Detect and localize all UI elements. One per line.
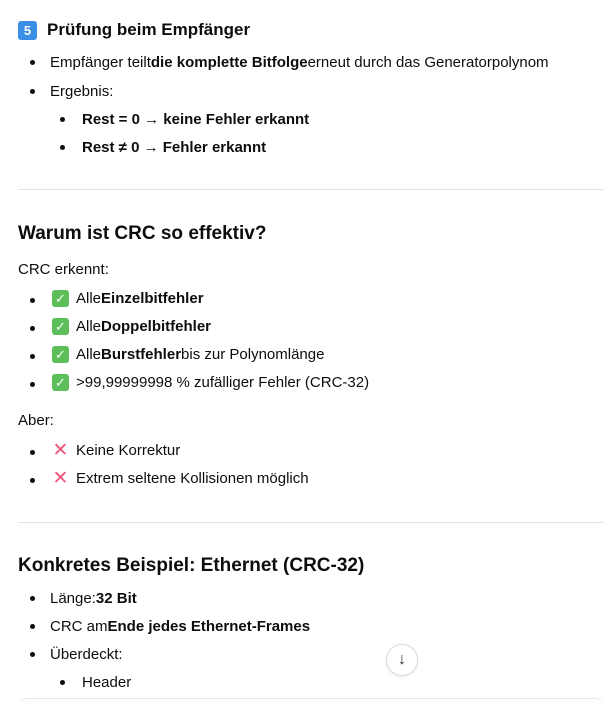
- bullet-dot: [30, 382, 35, 387]
- composer-edge: [18, 698, 604, 703]
- section-heading-why: Warum ist CRC so effektiv?: [18, 223, 267, 244]
- check-mark-icon: ✓: [52, 318, 69, 335]
- list-item: ✓ Alle Burstfehler bis zur Polynomlänge: [52, 346, 324, 363]
- list-item: Länge: 32 Bit: [50, 590, 137, 607]
- list-item: ✓ Alle Doppelbitfehler: [52, 318, 211, 335]
- list-item: ✓ Alle Einzelbitfehler: [52, 290, 204, 307]
- check-mark-icon: ✓: [52, 374, 69, 391]
- bullet-dot: [30, 326, 35, 331]
- sub-bullet-dot: [60, 680, 65, 685]
- why-but: Aber:: [18, 412, 54, 429]
- list-item: ✕ Extrem seltene Kollisionen möglich: [52, 468, 309, 489]
- bullet-dot: [30, 624, 35, 629]
- arrow-down-icon: ↓: [398, 651, 406, 668]
- list-item: CRC am Ende jedes Ethernet-Frames: [50, 618, 311, 635]
- list-item: Ergebnis:: [50, 83, 114, 100]
- bullet-dot: [30, 60, 35, 65]
- list-item: Rest ≠ 0 → Fehler erkannt: [82, 139, 267, 156]
- list-item: Überdeckt:: [50, 646, 123, 663]
- keycap-5-icon: 5: [18, 21, 37, 40]
- bullet-dot: [30, 89, 35, 94]
- sub-bullet-dot: [60, 145, 65, 150]
- divider: [18, 189, 604, 190]
- cross-mark-icon: ✕: [52, 440, 69, 461]
- list-item: Rest = 0 → keine Fehler erkannt: [82, 111, 310, 128]
- scroll-to-bottom-button[interactable]: [386, 644, 418, 676]
- section-heading-example: Konkretes Beispiel: Ethernet (CRC-32): [18, 555, 365, 576]
- list-item: Header: [82, 674, 132, 691]
- bullet-dot: [30, 298, 35, 303]
- check-mark-icon: ✓: [52, 290, 69, 307]
- sub-bullet-dot: [60, 117, 65, 122]
- bullet-dot: [30, 652, 35, 657]
- list-item: ✓ >99,99999998 % zufälliger Fehler (CRC-32): [52, 374, 369, 391]
- section-heading-step5: [18, 20, 250, 40]
- list-item: ✕ Keine Korrektur: [52, 440, 181, 461]
- why-intro: CRC erkennt:: [18, 261, 109, 278]
- bullet-dot: [30, 478, 35, 483]
- bullet-dot: [30, 596, 35, 601]
- check-mark-icon: ✓: [52, 346, 69, 363]
- bullet-dot: [30, 354, 35, 359]
- divider: [18, 522, 604, 523]
- bullet-dot: [30, 450, 35, 455]
- cross-mark-icon: ✕: [52, 468, 69, 489]
- step5-title: Prüfung beim Empfänger: [47, 20, 251, 39]
- list-item: Empfänger teilt die komplette Bitfolge erneut durch das Generatorpolynom: [50, 54, 549, 71]
